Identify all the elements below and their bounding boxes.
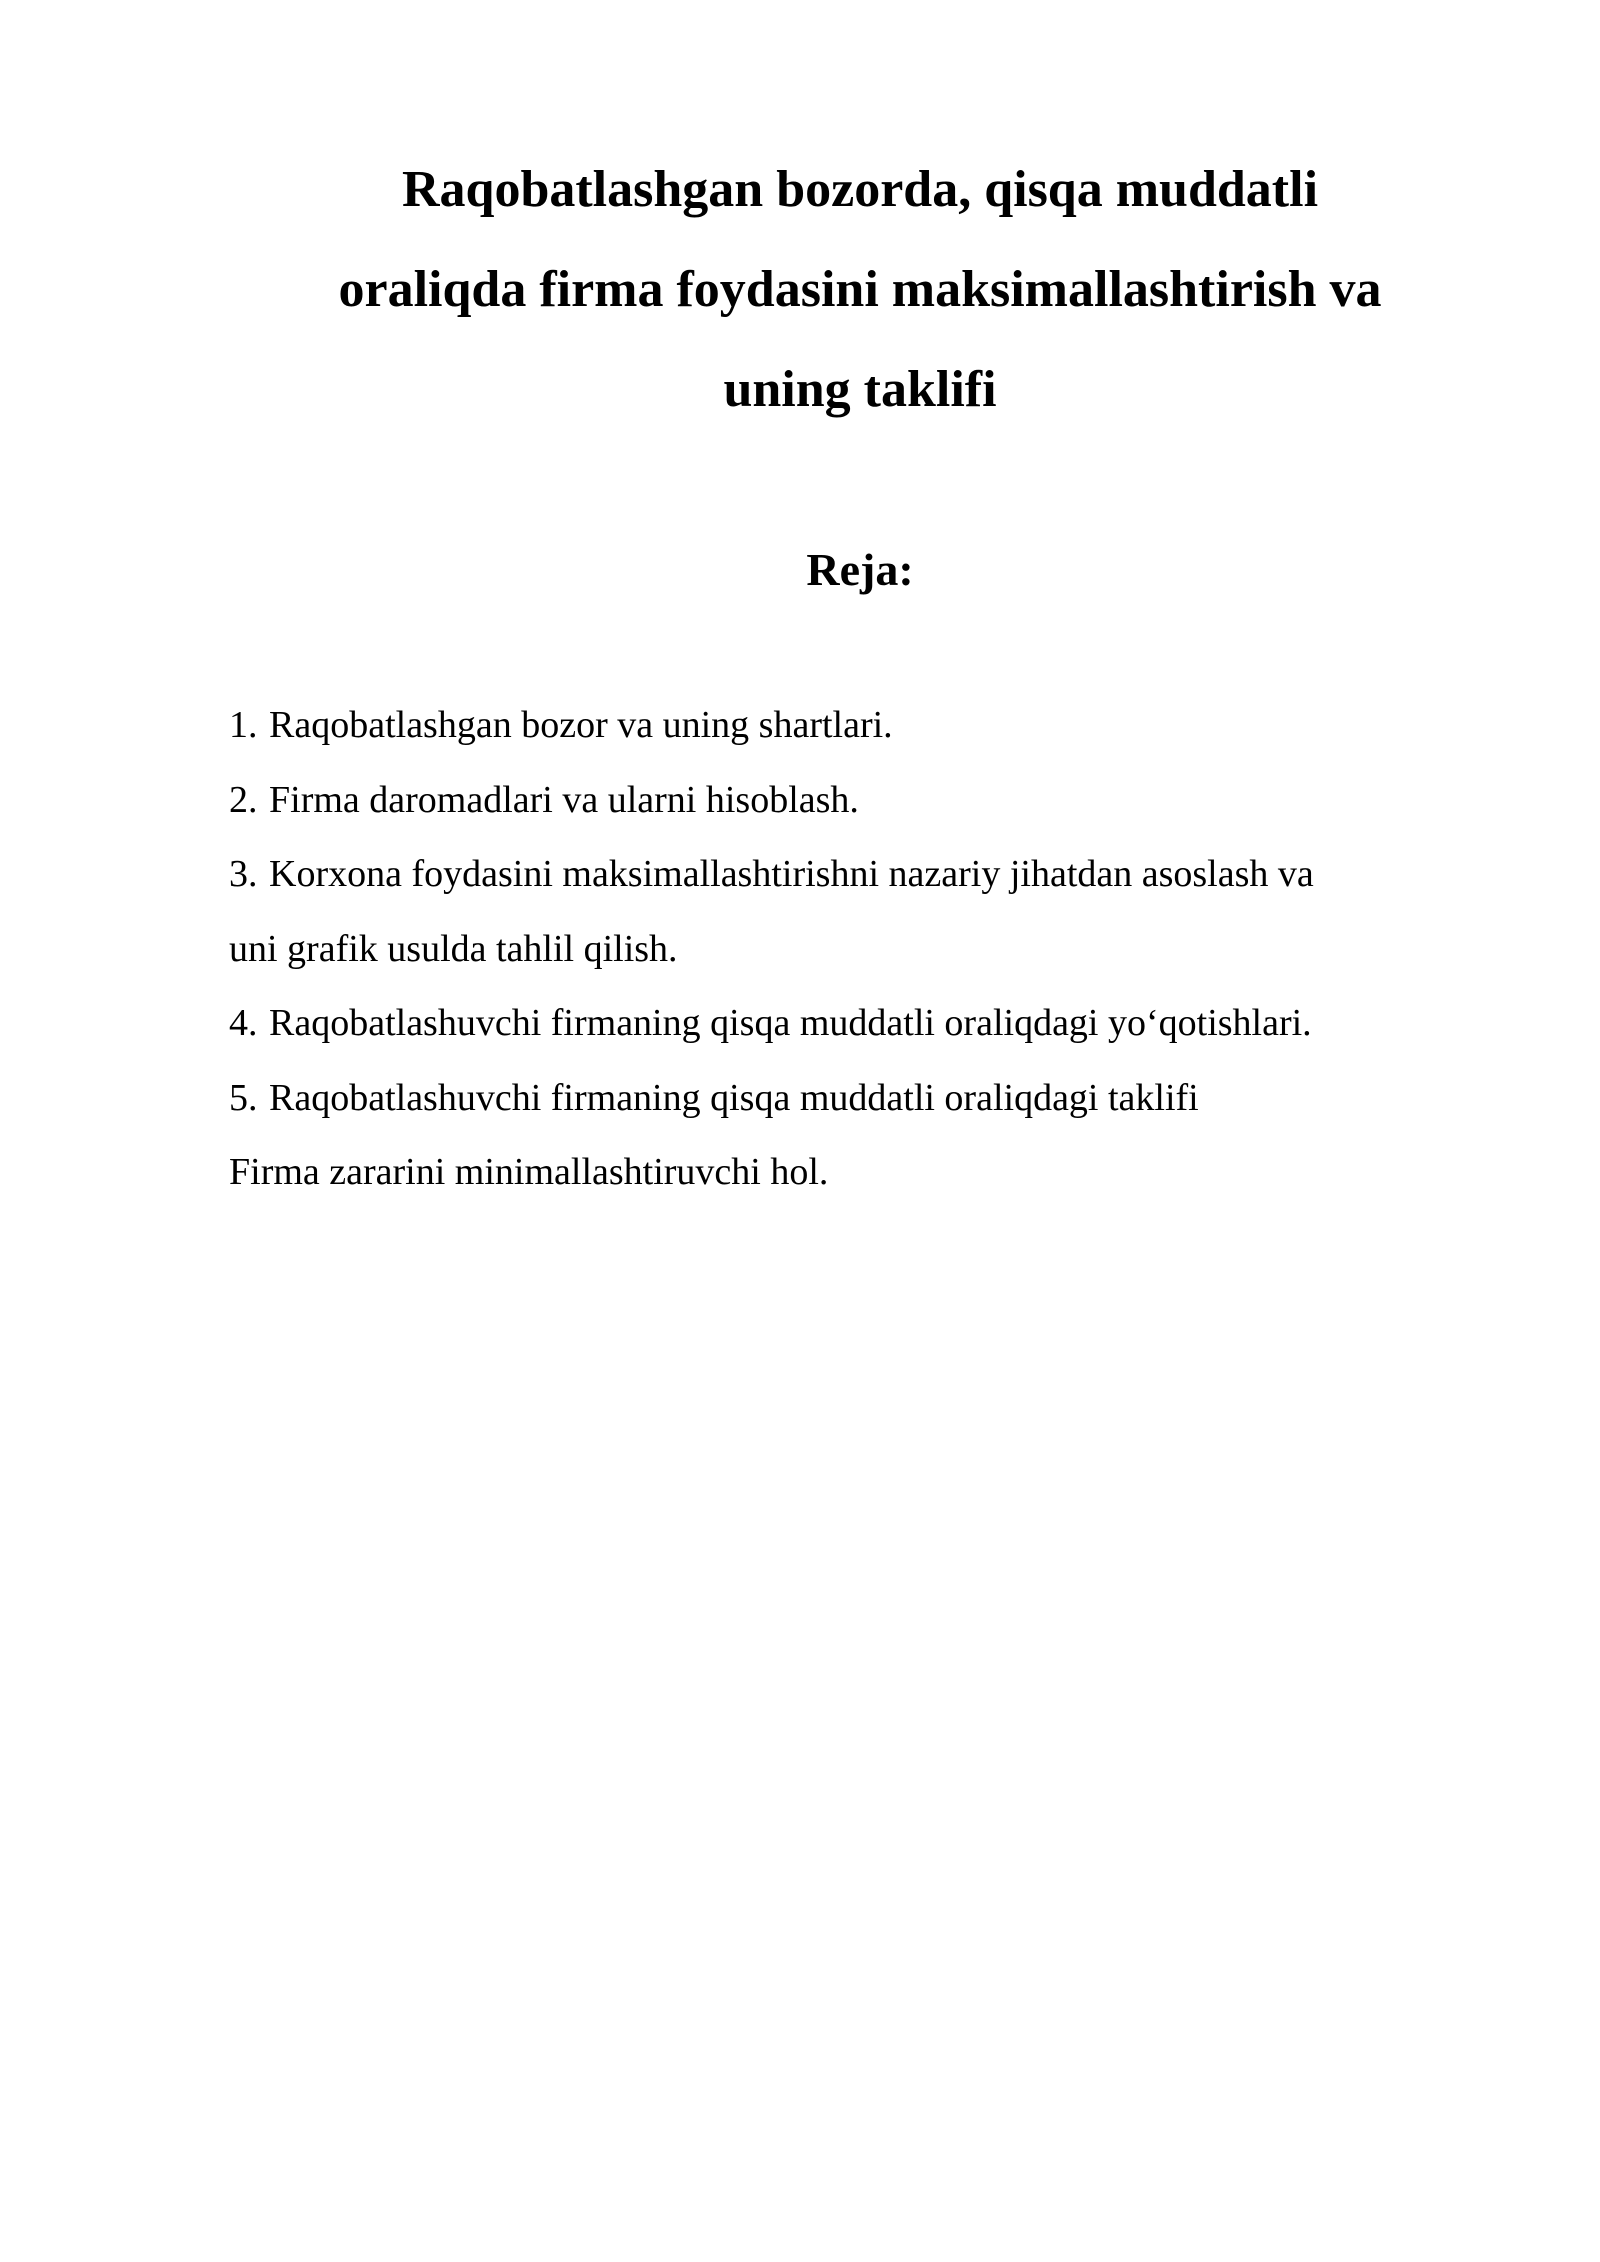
- plan-item-4: [229, 986, 1509, 1061]
- plan-item-number: 3.: [229, 853, 258, 895]
- plan-item-text: Raqobatlashgan bozor va uning shartlari.: [269, 704, 893, 746]
- title-line-2: oraliqda firma foydasini maksimallashtirish va: [338, 261, 1382, 318]
- plan-item-1: [229, 688, 1509, 763]
- plan-item-text: Firma daromadlari va ularni hisoblash.: [269, 778, 859, 821]
- plan-item-number: 1.: [229, 704, 258, 746]
- title-line-1: Raqobatlashgan bozorda, qisqa muddatli: [401, 161, 1319, 218]
- plan-item-text: Raqobatlashuvchi firmaning qisqa muddatli oraliqdagi yo‘qotishlari.: [269, 1002, 1312, 1044]
- plan-item-number: 5.: [229, 1076, 258, 1119]
- plan-list: [229, 688, 1509, 1210]
- plan-heading: Reja:: [806, 544, 914, 595]
- plan-item-5: [229, 1061, 1509, 1210]
- plan-item-continuation: Firma zararini minimallashtiruvchi hol.: [229, 1151, 829, 1193]
- plan-item-text: Korxona foydasini maksimallashtirishni nazariy jihatdan asoslash va: [269, 853, 1314, 895]
- plan-item-2: [229, 763, 1509, 838]
- plan-item-3: [229, 837, 1509, 986]
- document-title: [230, 140, 1490, 440]
- title-line-3: uning taklifi: [723, 361, 997, 418]
- plan-item-number: 2.: [229, 778, 258, 821]
- plan-item-number: 4.: [229, 1002, 258, 1044]
- plan-item-text: Raqobatlashuvchi firmaning qisqa muddatli oraliqdagi taklifi: [269, 1076, 1199, 1119]
- plan-item-continuation: uni grafik usulda tahlil qilish.: [229, 927, 678, 970]
